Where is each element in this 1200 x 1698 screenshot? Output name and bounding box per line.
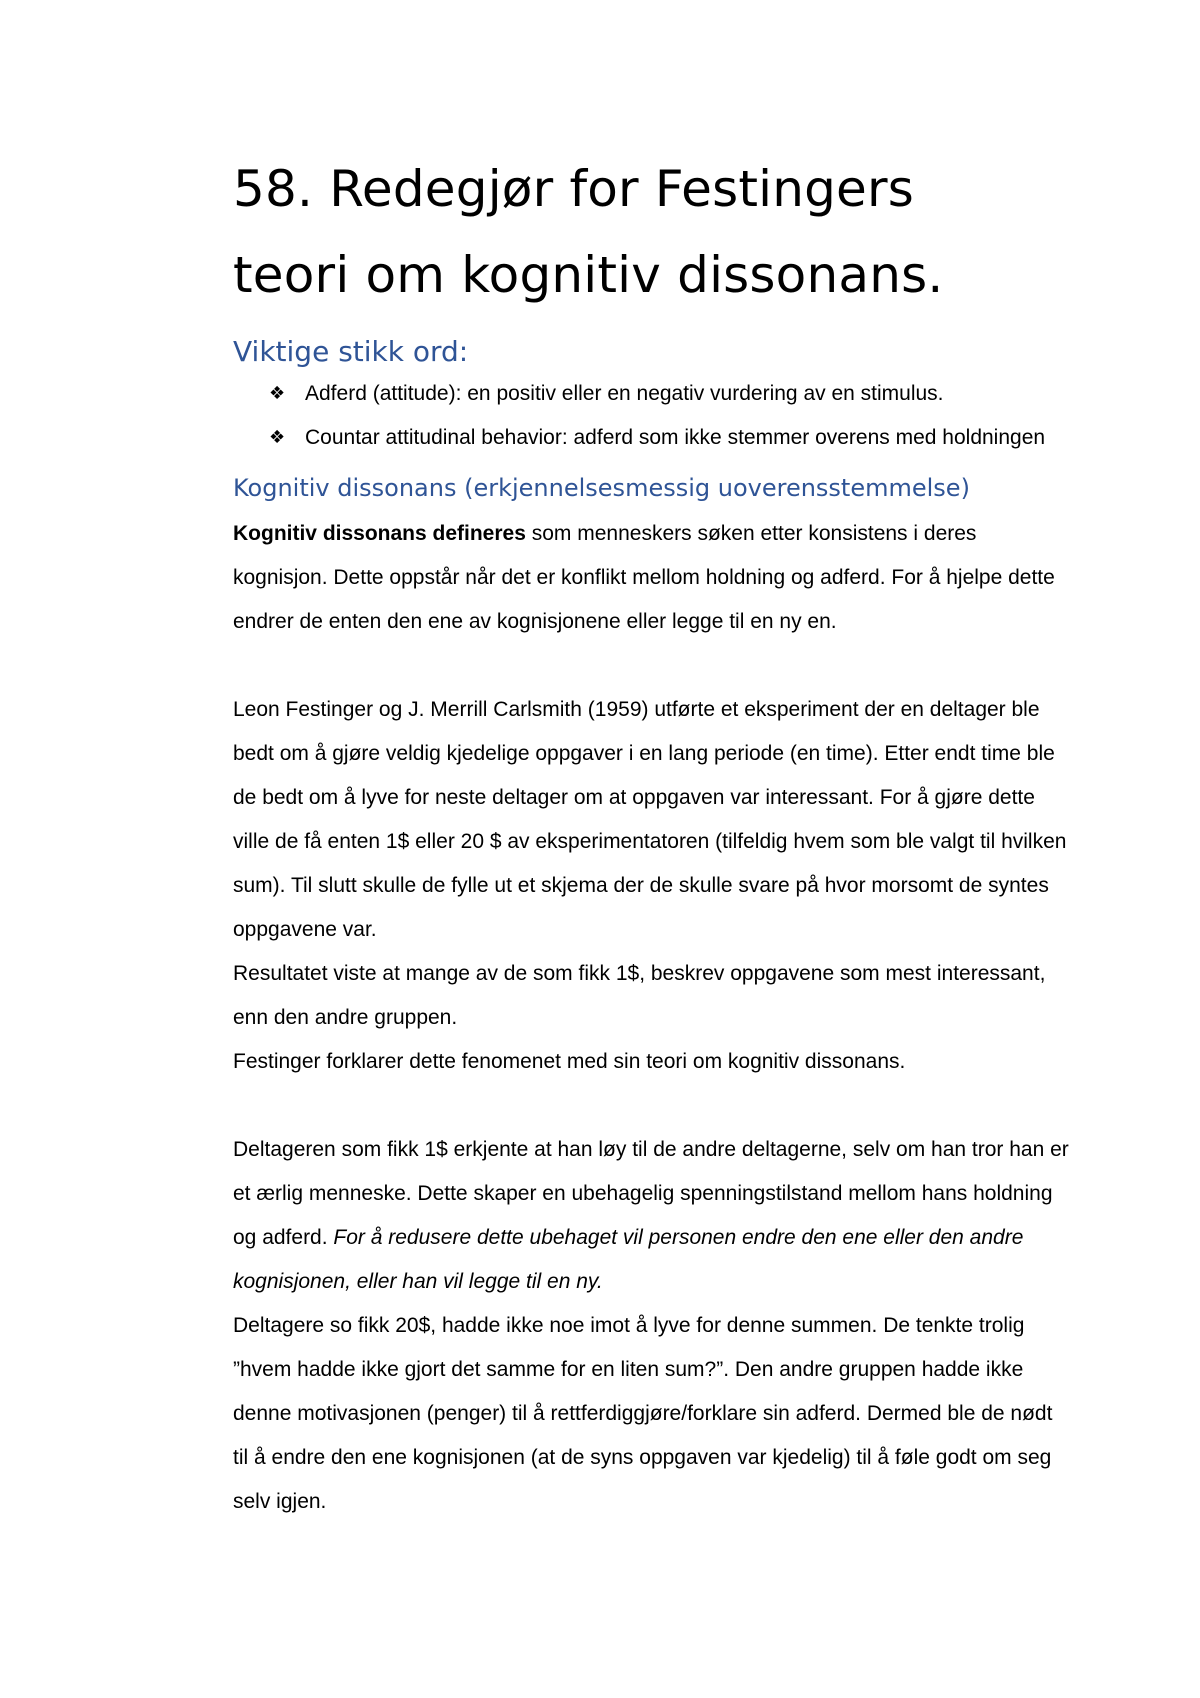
heading-kognitiv-dissonans: Kognitiv dissonans (erkjennelsesmessig uoverensstemmelse) <box>233 474 970 502</box>
paragraph-explanation: Festinger forklarer dette fenomenet med sin teori om kognitiv dissonans. <box>233 1050 906 1073</box>
blank-line <box>233 1084 1073 1128</box>
list-item <box>269 372 1073 416</box>
paragraph-twenty-dollars: Deltagere so fikk 20$, hadde ikke noe imot å lyve for denne summen. De tenkte trolig ”hvem hadde ikke gjort det samme for en liten sum?”. Den andre gruppen hadde ikke denne motivasjonen (penger) til å rettferdiggjøre/forklare sin adferd. Dermed ble de nødt til å endre den ene kognisjonen (at de syns oppgaven var kjedelig) til å føle godt om seg selv igjen. <box>233 1314 1053 1513</box>
paragraph-one-dollar <box>233 1128 1073 1304</box>
list-item-text: Adferd (attitude): en positiv eller en negativ vurdering av en stimulus. <box>305 382 944 405</box>
one-dollar-italic-text: For å redusere dette ubehaget vil personen endre den ene eller den andre kognisjonen, eller han vil legge til en ny. <box>233 1226 1024 1293</box>
one-dollar-text: Deltageren som fikk 1$ erkjente at han løy til de andre deltagerne, selv om han tror han er et ærlig menneske. Dette skaper en ubehagelig spenningstilstand mellom hans holdning og adferd. <box>233 1138 1069 1249</box>
heading-stikkord: Viktige stikk ord: <box>233 335 469 368</box>
page-title <box>233 146 1073 318</box>
keyword-list <box>233 372 1073 460</box>
definition-text: som menneskers søken etter konsistens i deres kognisjon. Dette oppstår når det er konflikt mellom holdning og adferd. For å hjelpe dette endrer de enten den ene av kognisjonene eller legge til en ny en. <box>233 522 1055 633</box>
title-line-2: teori om kognitiv dissonans. <box>233 246 944 304</box>
paragraph-definition <box>233 512 1073 644</box>
paragraph-experiment: Leon Festinger og J. Merrill Carlsmith (1959) utførte et eksperiment der en deltager ble bedt om å gjøre veldig kjedelige oppgaver i en lang periode (en time). Etter endt time ble de bedt om å lyve for neste deltager om at oppgaven var interessant. For å gjøre dette ville de få enten 1$ eller 20 $ av eksperimentatoren (tilfeldig hvem som ble valgt til hvilken sum). Til slutt skulle de fylle ut et skjema der de skulle svare på hvor morsomt de syntes oppgavene var. <box>233 698 1067 941</box>
paragraph-result: Resultatet viste at mange av de som fikk 1$, beskrev oppgavene som mest interessant, enn den andre gruppen. <box>233 962 1046 1029</box>
blank-line <box>233 644 1073 688</box>
four-diamond-bullet-icon: ❖ <box>269 383 286 404</box>
definition-term: Kognitiv dissonans defineres <box>233 522 526 545</box>
list-item <box>269 416 1073 460</box>
title-line-1: 58. Redegjør for Festingers <box>233 160 915 218</box>
document-body <box>233 512 1073 1524</box>
list-item-text: Countar attitudinal behavior: adferd som ikke stemmer overens med holdningen <box>305 426 1046 449</box>
document-page <box>233 146 1073 1524</box>
four-diamond-bullet-icon: ❖ <box>269 427 286 448</box>
